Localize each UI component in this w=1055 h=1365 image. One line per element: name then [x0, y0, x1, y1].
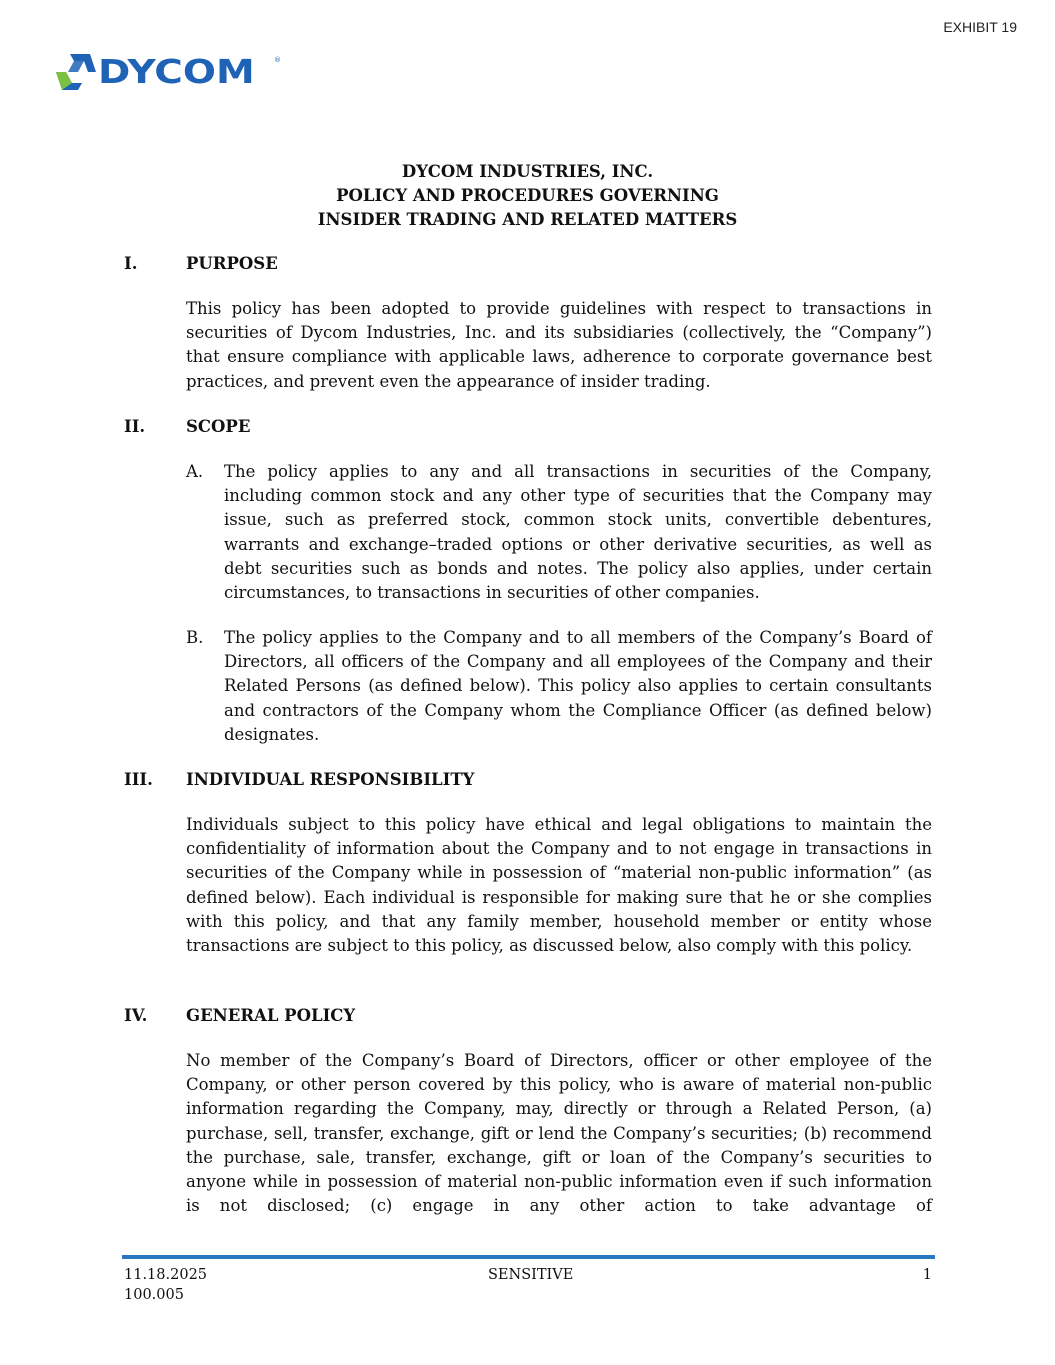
logo-trademark: ®	[274, 56, 281, 64]
logo-wordmark: DYCOM	[98, 52, 255, 91]
title-line-1: DYCOM INDUSTRIES, INC.	[401, 162, 654, 181]
section-number: III.	[124, 770, 153, 789]
footer-date: 11.18.2025	[124, 1267, 208, 1283]
section-heading-responsibility	[124, 768, 474, 792]
footer-page-number: 1	[922, 1267, 932, 1283]
title-line-2: POLICY AND PROCEDURES GOVERNING	[336, 186, 719, 205]
section-number: IV.	[124, 1006, 148, 1025]
section-heading-general-policy	[124, 1004, 355, 1028]
scope-item-b	[186, 626, 932, 747]
purpose-paragraph: This policy has been adopted to provide guidelines with respect to transactions in securities of Dycom Industries, Inc. and its subsidiaries (collectively, the “Company”) that ensure compliance with applicable laws, adherence to corporate governance best practices, and prevent even the appearance of insider trading.	[186, 299, 932, 391]
item-text: The policy applies to any and all transactions in securities of the Company, including common stock and any other type of securities that the Company may issue, such as preferred stock, common stock units, convertible debentures, warrants and exchange–traded options or other derivative securities, as well as debt securities such as bonds and notes. The policy also applies, under certain circumstances, to transactions in securities of other companies.	[224, 462, 932, 603]
title-line-3: INSIDER TRADING AND RELATED MATTERS	[317, 210, 738, 229]
section-heading-purpose	[124, 252, 278, 276]
footer-doc-number: 100.005	[124, 1287, 184, 1303]
company-logo	[56, 52, 281, 92]
responsibility-paragraph: Individuals subject to this policy have ethical and legal obligations to maintain the confidentiality of information about the Company and to not engage in transactions in securities of the Company while in possession of “material non-public information” (as defined below). Each individual is responsible for making sure that he or she complies with this policy, and that any family member, household member or entity whose transactions are subject to this policy, as discussed below, also comply with this policy.	[186, 815, 932, 956]
section-number: I.	[124, 254, 138, 273]
dycom-chevron-logo-icon	[56, 52, 96, 92]
footer-left	[124, 1265, 207, 1305]
section-title: INDIVIDUAL RESPONSIBILITY	[186, 770, 475, 789]
footer-divider	[122, 1255, 935, 1259]
section-title: SCOPE	[186, 417, 251, 436]
exhibit-label: EXHIBIT 19	[943, 19, 1017, 35]
general-policy-paragraph: No member of the Company’s Board of Directors, officer or other employee of the Company, or other person covered by this policy, who is aware of material non-public information regarding the Company, may, directly or through a Related Person, (a) purchase, sell, transfer, exchange, gift or lend the Company’s securities; (b) recommend the purchase, sale, transfer, exchange, gift or loan of the Company’s securities to anyone while in possession of material non-public information even if such information is not disclosed; (c) engage in any other action to take advantage of	[186, 1051, 932, 1216]
section-title: PURPOSE	[186, 254, 278, 273]
item-text: The policy applies to the Company and to all members of the Company’s Board of Directors, all officers of the Company and all employees of the Company and their Related Persons (as defined below). This policy also applies to certain consultants and contractors of the Company whom the Compliance Officer (as defined below) designates.	[224, 628, 932, 744]
section-heading-scope	[124, 415, 250, 439]
document-title	[0, 160, 1055, 232]
section-title: GENERAL POLICY	[186, 1006, 356, 1025]
footer-classification: SENSITIVE	[488, 1267, 574, 1283]
scope-item-a	[186, 460, 932, 605]
item-letter: A.	[186, 462, 204, 481]
section-number: II.	[124, 417, 146, 436]
item-letter: B.	[186, 628, 204, 647]
